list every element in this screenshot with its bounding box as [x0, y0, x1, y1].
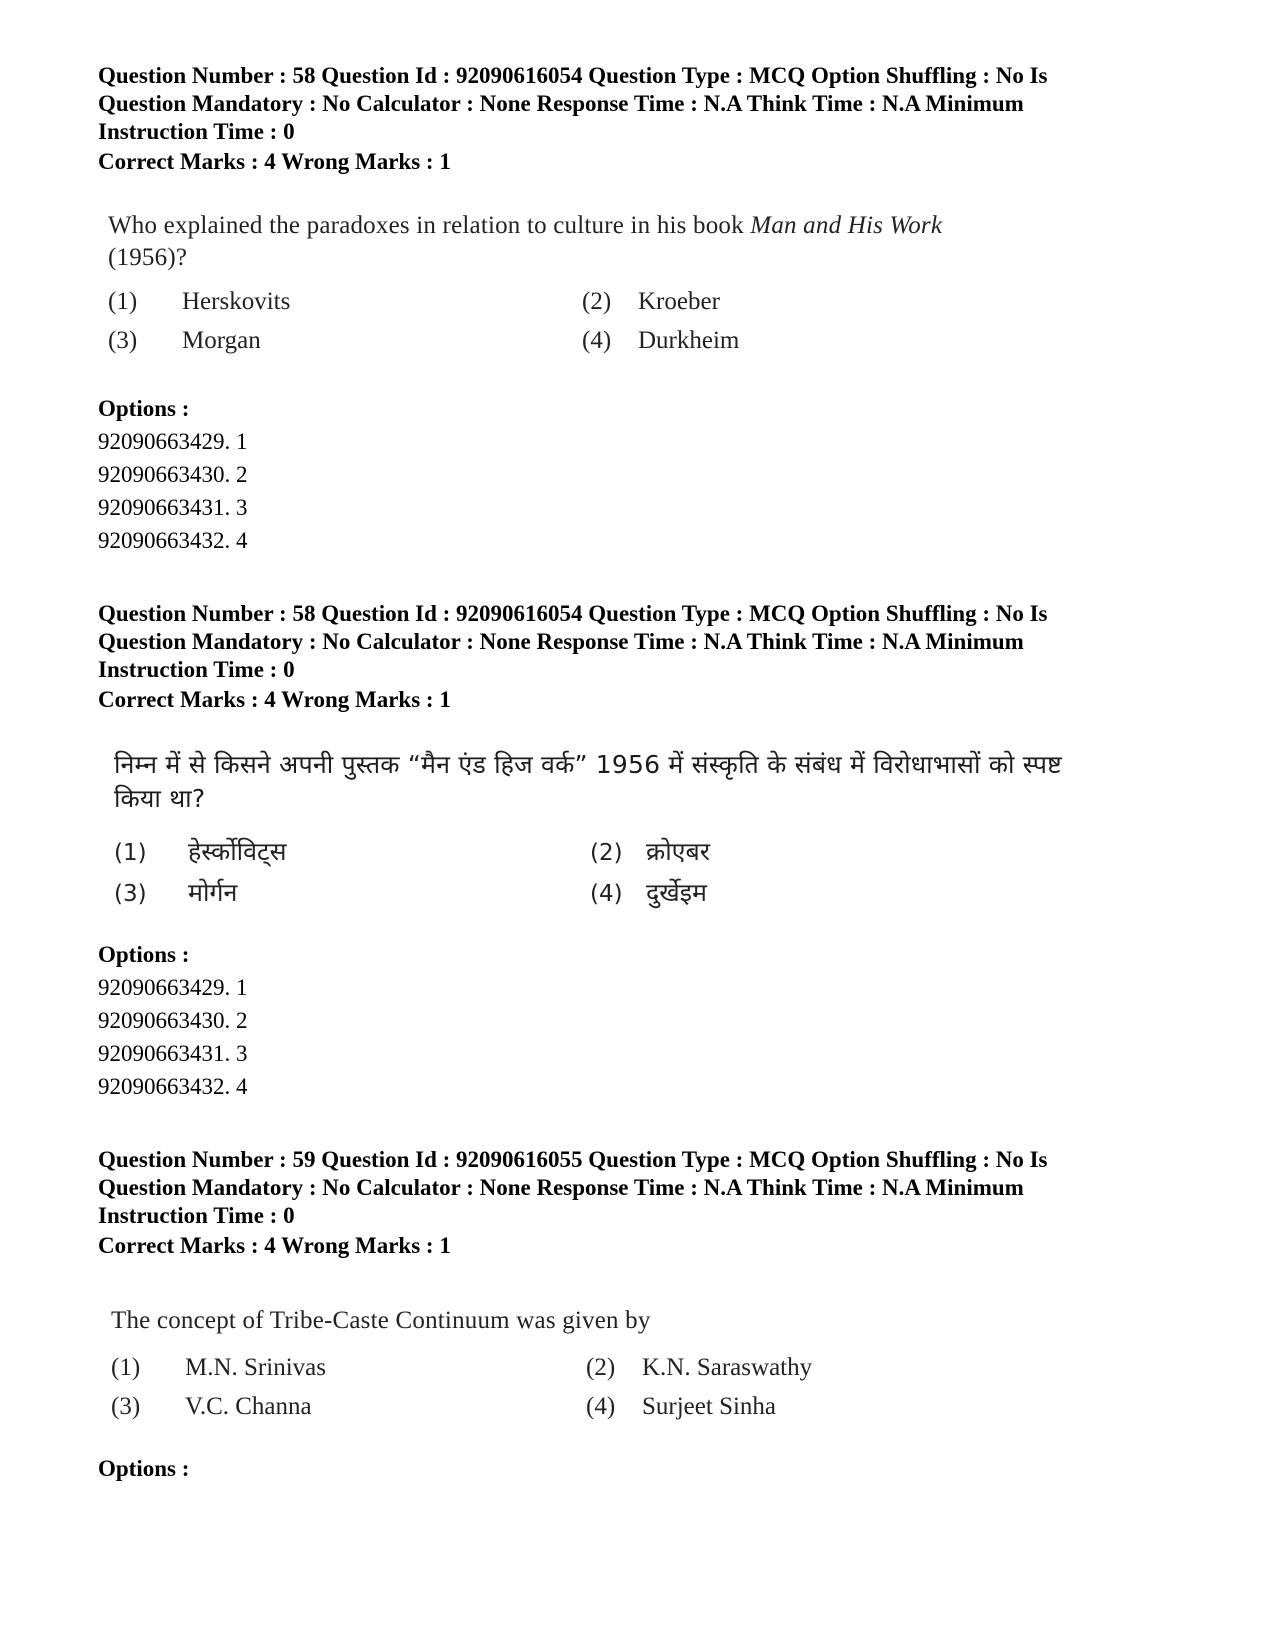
choice-number: (3) [111, 1393, 141, 1420]
choice-number: (4) [582, 327, 612, 354]
choice-text: मोर्गन [188, 878, 238, 907]
choice-1 [108, 288, 290, 316]
choice-2 [582, 288, 720, 316]
option-id-line: 92090663432. 4 [98, 1074, 248, 1099]
options-label: Options : [98, 396, 190, 421]
meta-line: Question Mandatory : No Calculator : None Response Time : N.A Think Time : N.A Minimum [98, 1175, 1024, 1200]
choice-text: हेर्स्कोविट्स [188, 837, 287, 866]
meta-line: Question Mandatory : No Calculator : None Response Time : N.A Think Time : N.A Minimum [98, 91, 1024, 116]
options-label: Options : [98, 1456, 190, 1481]
choice-4 [582, 327, 739, 355]
choice-number: (1) [114, 840, 147, 866]
meta-line: Question Number : 58 Question Id : 92090616054 Question Type : MCQ Option Shuffling : No Is [98, 63, 1048, 88]
option-id-line: 92090663431. 3 [98, 495, 248, 520]
meta-line: Question Number : 58 Question Id : 92090616054 Question Type : MCQ Option Shuffling : No Is [98, 601, 1048, 626]
marks-line: Correct Marks : 4 Wrong Marks : 1 [98, 687, 451, 712]
question-meta [98, 1146, 1158, 1230]
choice-number: (1) [111, 1354, 141, 1381]
meta-line: Instruction Time : 0 [98, 119, 295, 144]
options-label: Options : [98, 942, 190, 967]
meta-line: Instruction Time : 0 [98, 657, 295, 682]
choice-text: M.N. Srinivas [185, 1354, 326, 1381]
choice-text: Kroeber [638, 288, 720, 315]
book-title: Man and His Work [750, 212, 943, 239]
choice-text: क्रोएबर [646, 837, 711, 866]
question-text [108, 210, 1118, 274]
choice-text: Surjeet Sinha [642, 1393, 777, 1420]
choice-number: (2) [590, 840, 623, 866]
marks-line: Correct Marks : 4 Wrong Marks : 1 [98, 1233, 451, 1258]
choice-3 [111, 1393, 312, 1421]
choice-number: (1) [108, 288, 138, 315]
choice-text: K.N. Saraswathy [642, 1354, 813, 1381]
choice-4 [590, 875, 707, 909]
choice-number: (2) [586, 1354, 616, 1381]
choice-text: Morgan [182, 327, 261, 354]
meta-line: Question Number : 59 Question Id : 92090616055 Question Type : MCQ Option Shuffling : No Is [98, 1147, 1048, 1172]
choice-3 [114, 875, 237, 909]
choice-1 [111, 1354, 326, 1382]
question-text-line: किया था? [114, 784, 206, 813]
choice-4 [586, 1393, 776, 1421]
choice-text: V.C. Channa [185, 1393, 312, 1420]
choice-text: Herskovits [182, 288, 291, 315]
choice-number: (4) [586, 1393, 616, 1420]
option-id-line: 92090663430. 2 [98, 462, 248, 487]
choice-text: Durkheim [638, 327, 740, 354]
choice-number: (3) [108, 327, 138, 354]
option-id-line: 92090663430. 2 [98, 1008, 248, 1033]
question-meta [98, 600, 1158, 684]
choice-2 [590, 834, 710, 868]
option-id-line: 92090663431. 3 [98, 1041, 248, 1066]
choice-2 [586, 1354, 812, 1382]
marks-line: Correct Marks : 4 Wrong Marks : 1 [98, 149, 451, 174]
question-text [114, 748, 1174, 816]
question-text-suffix: (1956)? [108, 244, 188, 271]
question-text-line: निम्न में से किसने अपनी पुस्तक “मैन एंड हिज वर्क” 1956 में संस्कृति के संबंध में विरोधाभासों को स्पष्ट [114, 750, 1062, 779]
question-text: The concept of Tribe-Caste Continuum was given by [111, 1307, 651, 1334]
choice-1 [114, 834, 287, 868]
option-id-line: 92090663429. 1 [98, 429, 248, 454]
choice-number: (2) [582, 288, 612, 315]
choice-number: (4) [590, 881, 623, 907]
meta-line: Instruction Time : 0 [98, 1203, 295, 1228]
choice-number: (3) [114, 881, 147, 907]
choice-text: दुर्खेइम [646, 878, 707, 907]
question-text-prefix: Who explained the paradoxes in relation to culture in his book [108, 212, 751, 239]
question-meta [98, 62, 1158, 146]
choice-3 [108, 327, 261, 355]
option-id-line: 92090663429. 1 [98, 975, 248, 1000]
meta-line: Question Mandatory : No Calculator : None Response Time : N.A Think Time : N.A Minimum [98, 629, 1024, 654]
option-id-line: 92090663432. 4 [98, 528, 248, 553]
